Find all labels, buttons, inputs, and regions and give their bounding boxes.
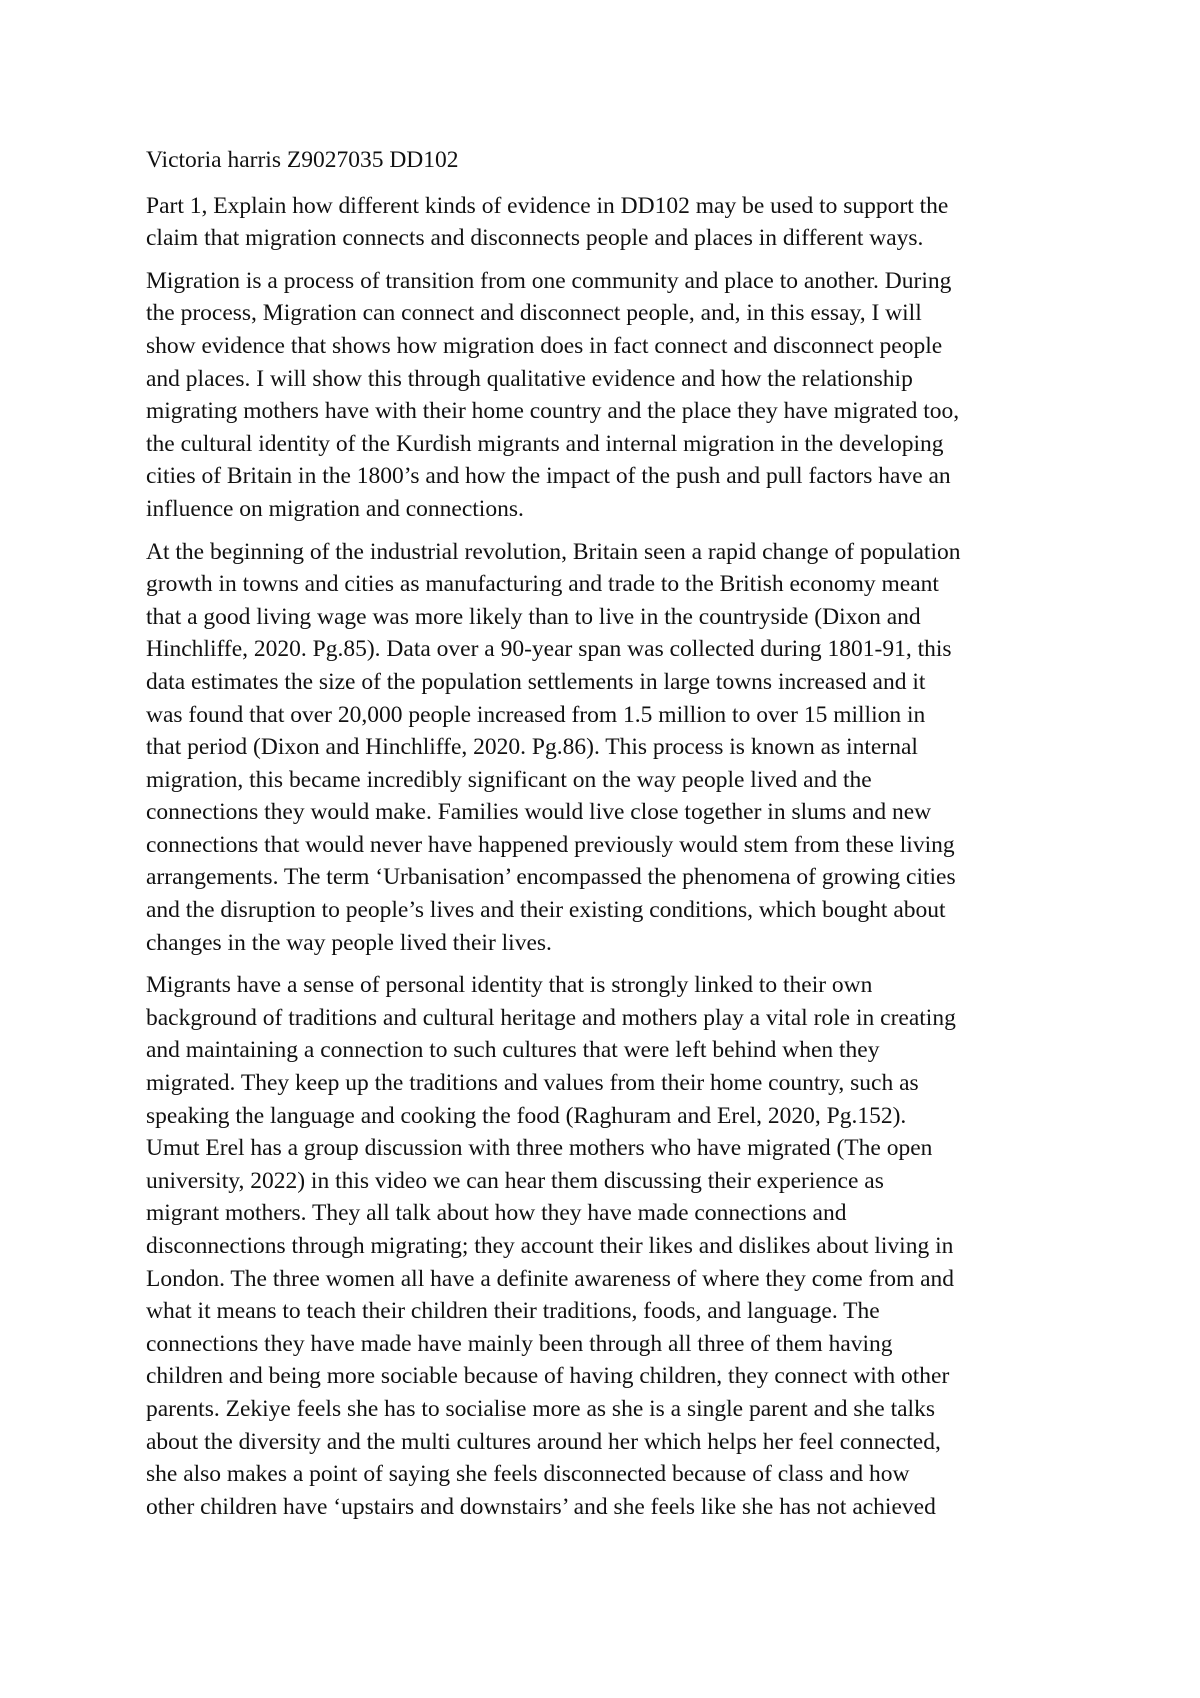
text-line: arrangements. The term ‘Urbanisation’ encompassed the phenomena of growing cities bbox=[146, 864, 956, 891]
text-line: and places. I will show this through qualitative evidence and how the relationship bbox=[146, 365, 913, 392]
text-line: changes in the way people lived their lives. bbox=[146, 929, 552, 956]
text-line: other children have ‘upstairs and downstairs’ and she feels like she has not achieved bbox=[146, 1493, 936, 1520]
text-line: that a good living wage was more likely than to live in the countryside (Dixon and bbox=[146, 603, 921, 630]
paragraph-migrant-mothers bbox=[146, 969, 1070, 1523]
text-line: and the disruption to people’s lives and their existing conditions, which bought about bbox=[146, 897, 946, 924]
text-line: Umut Erel has a group discussion with three mothers who have migrated (The open bbox=[146, 1135, 933, 1162]
text-line: was found that over 20,000 people increased from 1.5 million to over 15 million in bbox=[146, 701, 926, 728]
text-line: Migration is a process of transition from one community and place to another. During bbox=[146, 267, 952, 294]
author-header bbox=[146, 144, 1070, 177]
document-body bbox=[146, 144, 1070, 1523]
text-line: and maintaining a connection to such cultures that were left behind when they bbox=[146, 1037, 880, 1064]
text-line: Hinchliffe, 2020. Pg.85). Data over a 90-year span was collected during 1801-91, this bbox=[146, 636, 952, 663]
text-line: speaking the language and cooking the food (Raghuram and Erel, 2020, Pg.152). bbox=[146, 1102, 907, 1129]
text-line: she also makes a point of saying she feels disconnected because of class and how bbox=[146, 1461, 910, 1488]
paragraph-industrial-revolution bbox=[146, 536, 1070, 960]
paragraph-introduction bbox=[146, 265, 1070, 526]
text-line: influence on migration and connections. bbox=[146, 495, 524, 522]
text-line: migrated. They keep up the traditions and values from their home country, such as bbox=[146, 1070, 919, 1097]
text-line: connections they have made have mainly been through all three of them having bbox=[146, 1330, 893, 1357]
text-line: migration, this became incredibly significant on the way people lived and the bbox=[146, 766, 872, 793]
question-line: Part 1, Explain how different kinds of evidence in DD102 may be used to support the bbox=[146, 192, 949, 219]
text-line: growth in towns and cities as manufacturing and trade to the British economy meant bbox=[146, 571, 939, 598]
text-line: migrant mothers. They all talk about how they have made connections and bbox=[146, 1200, 847, 1227]
text-line: connections that would never have happened previously would stem from these living bbox=[146, 831, 955, 858]
text-line: disconnections through migrating; they account their likes and dislikes about living in bbox=[146, 1233, 954, 1259]
text-line: data estimates the size of the population settlements in large towns increased and it bbox=[146, 668, 926, 695]
text-line: Migrants have a sense of personal identity that is strongly linked to their own bbox=[146, 972, 873, 999]
author-header-line: Victoria harris Z9027035 DD102 bbox=[146, 147, 459, 173]
text-line: the process, Migration can connect and disconnect people, and, in this essay, I will bbox=[146, 300, 922, 327]
text-line: cities of Britain in the 1800’s and how the impact of the push and pull factors have an bbox=[146, 463, 951, 490]
text-line: show evidence that shows how migration does in fact connect and disconnect people bbox=[146, 332, 943, 359]
text-line: that period (Dixon and Hinchliffe, 2020. Pg.86). This process is known as internal bbox=[146, 734, 918, 761]
text-line: migrating mothers have with their home country and the place they have migrated too, bbox=[146, 398, 960, 425]
text-line: the cultural identity of the Kurdish migrants and internal migration in the developing bbox=[146, 430, 944, 457]
question-line: claim that migration connects and disconnects people and places in different ways. bbox=[146, 225, 924, 252]
text-line: parents. Zekiye feels she has to socialise more as she is a single parent and she talks bbox=[146, 1395, 935, 1422]
text-line: what it means to teach their children their traditions, foods, and language. The bbox=[146, 1298, 880, 1325]
text-line: about the diversity and the multi cultures around her which helps her feel connected, bbox=[146, 1428, 941, 1455]
essay-question bbox=[146, 190, 1070, 255]
text-line: children and being more sociable because of having children, they connect with other bbox=[146, 1363, 950, 1390]
text-line: background of traditions and cultural heritage and mothers play a vital role in creating bbox=[146, 1004, 956, 1031]
text-line: connections they would make. Families would live close together in slums and new bbox=[146, 799, 932, 826]
text-line: At the beginning of the industrial revolution, Britain seen a rapid change of population bbox=[146, 538, 961, 565]
text-line: London. The three women all have a definite awareness of where they come from and bbox=[146, 1265, 955, 1292]
text-line: university, 2022) in this video we can hear them discussing their experience as bbox=[146, 1167, 884, 1194]
